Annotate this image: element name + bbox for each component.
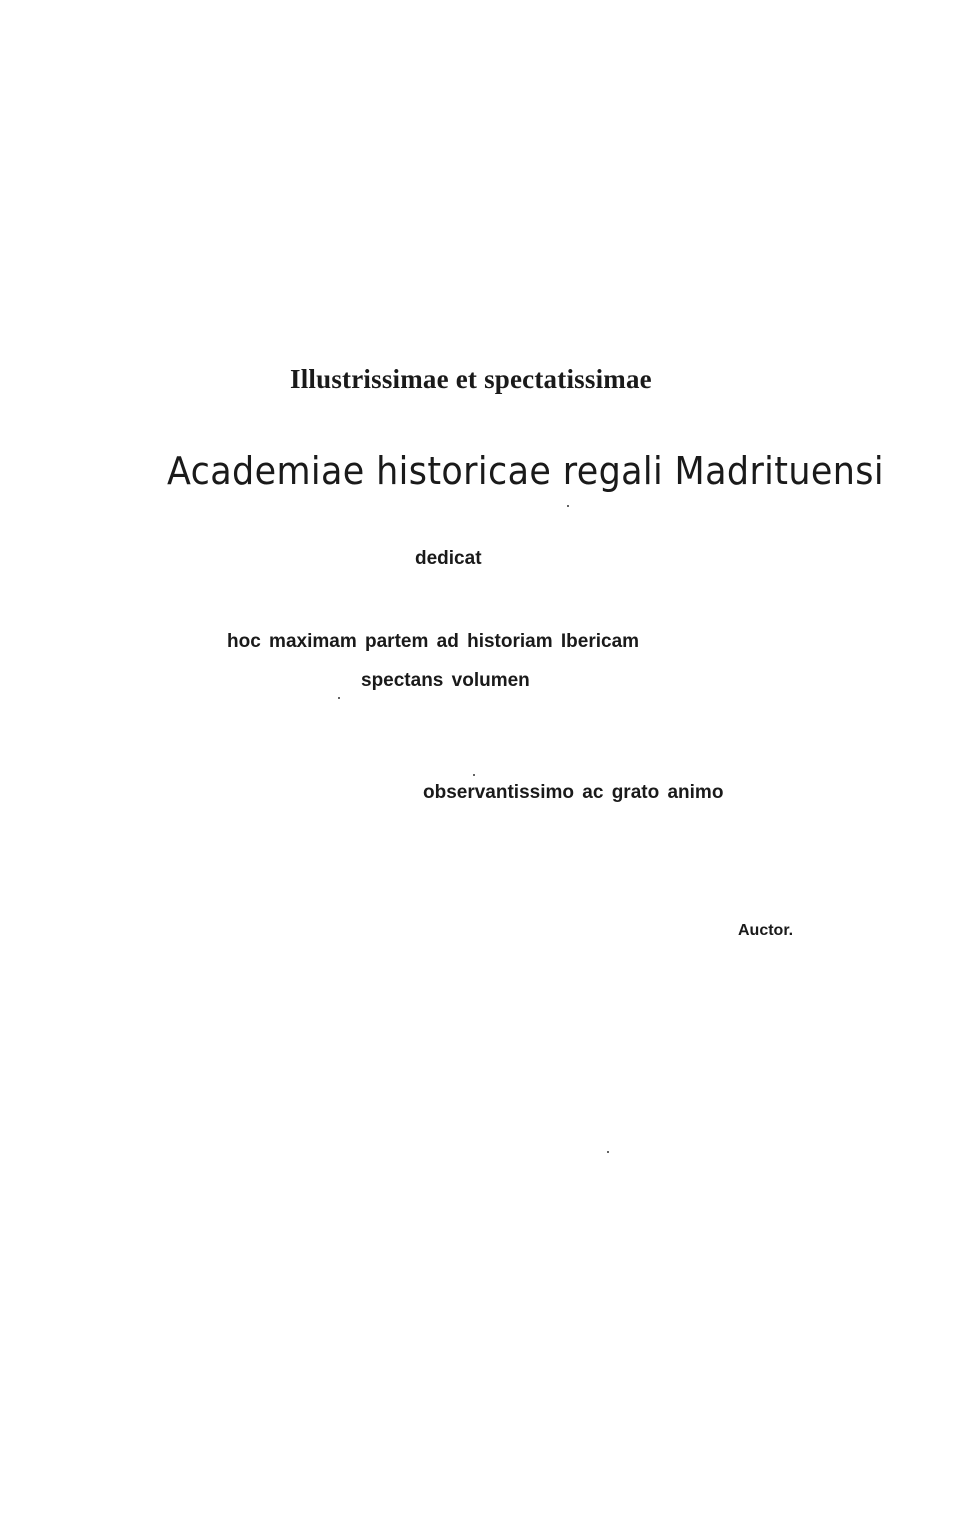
dedication-verb: dedicat — [415, 548, 482, 569]
dedication-signature: Auctor. — [738, 922, 794, 939]
print-speck — [567, 505, 569, 507]
dedication-manner: observantissimo ac grato animo — [423, 782, 724, 803]
print-speck — [473, 774, 475, 776]
dedication-salutation: Illustrissimae et spectatissimae — [290, 364, 652, 394]
dedication-object-line-1: hoc maximam partem ad historiam Ibericam — [227, 631, 640, 652]
dedication-recipient: Academiae historicae regali Madrituensi — [167, 449, 884, 493]
print-speck — [607, 1151, 609, 1153]
dedication-object-line-2: spectans volumen — [361, 670, 530, 691]
print-speck — [338, 697, 340, 699]
